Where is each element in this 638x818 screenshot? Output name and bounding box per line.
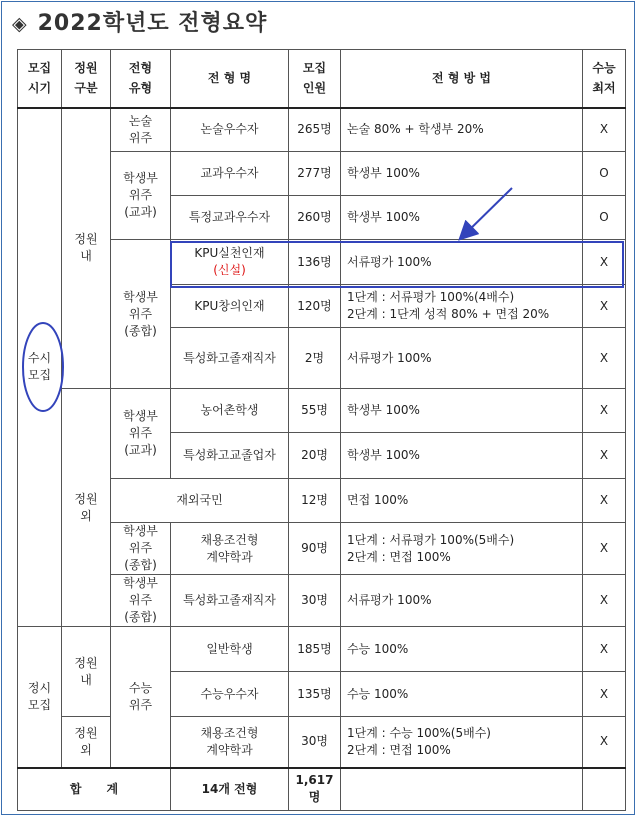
track-count: 55명 [289,389,341,433]
track-count: 260명 [289,196,341,240]
track-method: 서류평가 100% [341,328,583,389]
track-count: 135명 [289,672,341,717]
track-csat: X [583,433,626,479]
total-tracks: 14개 전형 [171,768,289,811]
track-name: 채용조건형 계약학과 [171,523,289,575]
track-method: 면접 100% [341,479,583,523]
track-csat: X [583,717,626,768]
track-csat: X [583,240,626,285]
track-name: KPU창의인재 [171,285,289,328]
header-csat: 수능 최저 [583,50,626,108]
track-csat: X [583,479,626,523]
table-header-row [18,50,626,108]
track-method: 수능 100% [341,627,583,672]
total-method-empty [341,768,583,811]
track-name: 특성화고교졸업자 [171,433,289,479]
track-count: 265명 [289,108,341,152]
diamond-bullet-icon: ◈ [12,13,28,35]
track-csat: X [583,523,626,575]
track-method: 학생부 100% [341,152,583,196]
track-count: 30명 [289,717,341,768]
track-count: 30명 [289,575,341,627]
track-method: 학생부 100% [341,196,583,240]
group-jeongsi: 정시 모집 [18,627,62,768]
track-csat: X [583,328,626,389]
header-name: 전 형 명 [171,50,289,108]
track-csat: X [583,108,626,152]
table-row [18,627,626,672]
track-method: 학생부 100% [341,433,583,479]
track-method: 논술 80% + 학생부 20% [341,108,583,152]
track-name: 특성화고졸재직자 [171,575,289,627]
total-csat-empty [583,768,626,811]
group-out-quota: 정원 외 [62,389,111,627]
track-name: 재외국민 [111,479,289,523]
group-in-quota: 정원 내 [62,108,111,389]
type-subject: 학생부 위주 (교과) [111,389,171,479]
track-method: 수능 100% [341,672,583,717]
track-csat: X [583,389,626,433]
type-comprehensive: 학생부 위주 (종합) [111,575,171,627]
track-count: 2명 [289,328,341,389]
new-tag: (신설) [213,263,246,277]
group-out-quota: 정원 외 [62,717,111,768]
table-row [18,389,626,433]
track-name: 농어촌학생 [171,389,289,433]
track-name: 논술우수자 [171,108,289,152]
group-susi: 수시 모집 [18,108,62,627]
type-subject: 학생부 위주 (교과) [111,152,171,240]
header-track-type: 전형 유형 [111,50,171,108]
admission-summary-table [17,49,626,811]
header-method: 전 형 방 법 [341,50,583,108]
track-csat: O [583,152,626,196]
track-csat: X [583,285,626,328]
track-name: 채용조건형 계약학과 [171,717,289,768]
track-count: 20명 [289,433,341,479]
track-count: 277명 [289,152,341,196]
table-row [18,717,626,768]
header-quota-type: 정원 구분 [62,50,111,108]
track-count: 12명 [289,479,341,523]
track-name: KPU실천인재 (신설) [171,240,289,285]
track-count: 120명 [289,285,341,328]
track-name: 특성화고졸재직자 [171,328,289,389]
group-in-quota: 정원 내 [62,627,111,717]
track-count: 185명 [289,627,341,672]
track-count: 136명 [289,240,341,285]
track-csat: O [583,196,626,240]
type-comprehensive: 학생부 위주 (종합) [111,523,171,575]
total-count: 1,617명 [289,768,341,811]
track-name: 교과우수자 [171,152,289,196]
total-row [18,768,626,811]
type-csat-focus: 수능 위주 [111,627,171,768]
track-method: 1단계 : 서류평가 100%(5배수) 2단계 : 면접 100% [341,523,583,575]
track-name: 일반학생 [171,627,289,672]
track-csat: X [583,672,626,717]
track-method: 서류평가 100% [341,240,583,285]
track-method: 1단계 : 수능 100%(5배수) 2단계 : 면접 100% [341,717,583,768]
track-name: 특정교과우수자 [171,196,289,240]
page-title [12,6,267,37]
type-essay: 논술 위주 [111,108,171,152]
track-csat: X [583,627,626,672]
track-method: 학생부 100% [341,389,583,433]
track-name: 수능우수자 [171,672,289,717]
type-comprehensive: 학생부 위주 (종합) [111,240,171,389]
header-period: 모집 시기 [18,50,62,108]
page-title-text: 2022학년도 전형요약 [37,11,268,36]
header-count: 모집 인원 [289,50,341,108]
track-count: 90명 [289,523,341,575]
track-method: 서류평가 100% [341,575,583,627]
track-csat: X [583,575,626,627]
table-row [18,108,626,152]
track-method: 1단계 : 서류평가 100%(4배수) 2단계 : 1단계 성적 80% + 면접 20% [341,285,583,328]
total-label: 합 계 [18,768,171,811]
